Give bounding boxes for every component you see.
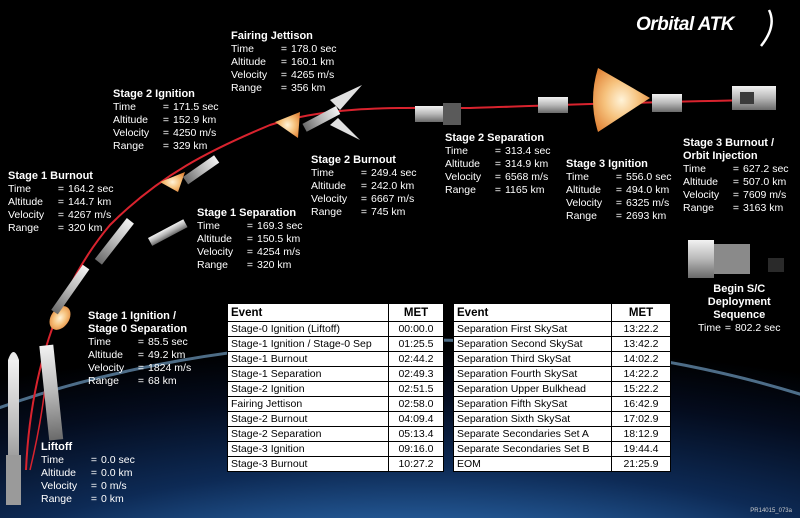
table-row: Separation Fourth SkySat 14:22.2 <box>454 367 671 382</box>
deployment-spacecraft-image <box>688 240 784 278</box>
table-row: Separation Second SkySat 13:42.2 <box>454 337 671 352</box>
table-row: Separate Secondaries Set B 19:44.4 <box>454 442 671 457</box>
table-body <box>228 322 444 472</box>
table-row: Stage-1 Ignition / Stage-0 Sep 01:25.5 <box>228 337 444 352</box>
event-stage3-burnout: Stage 3 Burnout / Orbit Injection Time = 627.2 sec Altitude = 507.0 km Velocity = 7609 m/s Range = 3163 km <box>683 137 789 214</box>
table-body <box>454 322 671 472</box>
table-header-row <box>228 304 444 322</box>
table-row: Separation Sixth SkySat 17:02.9 <box>454 412 671 427</box>
stage3-ignition-image <box>593 68 682 132</box>
logo-swoosh-icon <box>755 8 777 48</box>
event-stage2-separation: Stage 2 Separation Time = 313.4 sec Altitude = 314.9 km Velocity = 6568 m/s Range = 1165 km <box>445 132 551 196</box>
col-event-header: Event <box>228 304 389 322</box>
orbital-atk-logo: Orbital ATK <box>636 14 734 35</box>
table-row: Stage-2 Separation 05:13.4 <box>228 427 444 442</box>
event-deployment: Begin S/C Deployment Sequence Time = 802.2 sec <box>698 283 781 334</box>
table-row: Stage-0 Ignition (Liftoff) 00:00.0 <box>228 322 444 337</box>
table-row: Stage-1 Separation 02:49.3 <box>228 367 444 382</box>
table-row: Stage-2 Ignition 02:51.5 <box>228 382 444 397</box>
liftoff-rocket-image <box>6 352 21 505</box>
event-stage2-burnout: Stage 2 Burnout Time = 249.4 sec Altitude = 242.0 km Velocity = 6667 m/s Range = 745 km <box>311 154 417 218</box>
col-event-header: Event <box>454 304 612 322</box>
stage2-ignition-image <box>160 155 219 192</box>
document-id-footnote: PR14015_073a <box>750 508 792 514</box>
event-stage1-separation: Stage 1 Separation Time = 169.3 sec Altitude = 150.5 km Velocity = 4254 m/s Range = 320 km <box>197 207 303 271</box>
stage1-separation-image <box>148 219 188 246</box>
table-row: Separation Third SkySat 14:02.2 <box>454 352 671 367</box>
stage3-burnout-image <box>732 86 776 110</box>
table-row: Separate Secondaries Set A 18:12.9 <box>454 427 671 442</box>
table-row: Stage-3 Ignition 09:16.0 <box>228 442 444 457</box>
col-met-header: MET <box>389 304 444 322</box>
table-row: Separation Fifth SkySat 16:42.9 <box>454 397 671 412</box>
table-row: Separation First SkySat 13:22.2 <box>454 322 671 337</box>
table-header-row <box>454 304 671 322</box>
met-table-right <box>453 303 671 472</box>
event-stage1-burnout: Stage 1 Burnout Time = 164.2 sec Altitude = 144.7 km Velocity = 4267 m/s Range = 320 km <box>8 170 114 234</box>
met-table-left <box>227 303 444 472</box>
table-row: Stage-3 Burnout 10:27.2 <box>228 457 444 472</box>
event-title: Liftoff <box>41 441 73 453</box>
event-fairing-jettison: Fairing Jettison Time = 178.0 sec Altitude = 160.1 km Velocity = 4265 m/s Range = 356 km <box>231 30 337 94</box>
table-row: EOM 21:25.9 <box>454 457 671 472</box>
col-met-header: MET <box>612 304 671 322</box>
stage2-separation-image <box>415 97 568 125</box>
table-row: Stage-2 Burnout 04:09.4 <box>228 412 444 427</box>
table-row: Fairing Jettison 02:58.0 <box>228 397 444 412</box>
event-stage2-ignition: Stage 2 Ignition Time = 171.5 sec Altitude = 152.9 km Velocity = 4250 m/s Range = 329 km <box>113 88 219 152</box>
event-stage1-ignition: Stage 1 Ignition / Stage 0 Separation Time = 85.5 sec Altitude = 49.2 km Velocity = 1824 m/s Range = 68 km <box>88 310 192 387</box>
stage1-ignition-image <box>45 265 89 334</box>
table-row: Stage-1 Burnout 02:44.2 <box>228 352 444 367</box>
event-liftoff: Liftoff Time = 0.0 sec Altitude = 0.0 km Velocity = 0 m/s Range = 0 km <box>41 441 135 505</box>
event-stage3-ignition: Stage 3 Ignition Time = 556.0 sec Altitude = 494.0 km Velocity = 6325 m/s Range = 2693 km <box>566 158 672 222</box>
table-row: Separation Upper Bulkhead 15:22.2 <box>454 382 671 397</box>
